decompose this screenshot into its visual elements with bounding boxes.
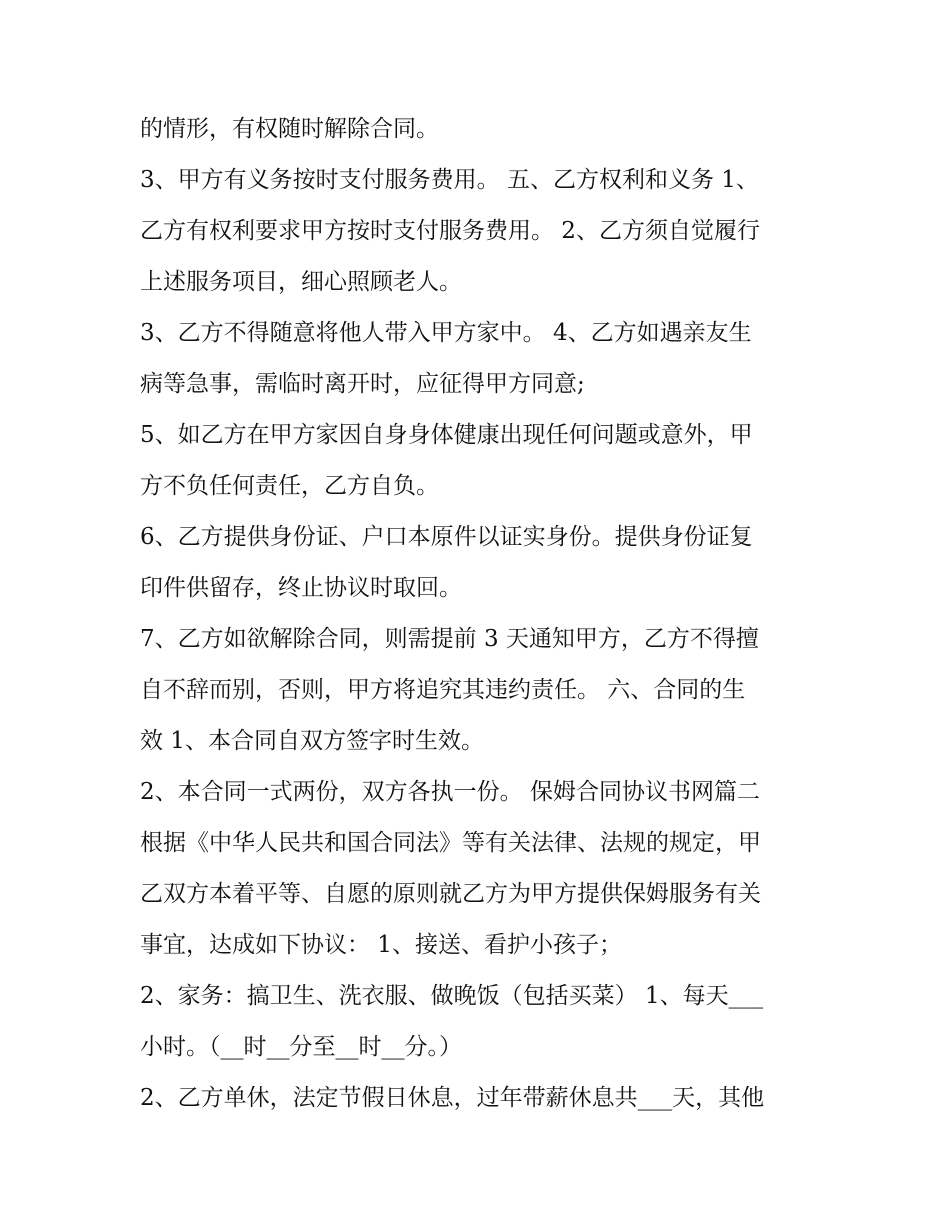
text-line: 上述服务项目，细心照顾老人。 (140, 269, 462, 295)
text-line: 乙方有权利要求甲方按时支付服务费用。 2、乙方须自觉履行 (140, 218, 760, 244)
text-line: 6、乙方提供身份证、户口本原件以证实身份。提供身份证复 (140, 524, 753, 550)
text-line: 2、本合同一式两份，双方各执一份。 保姆合同协议书网篇二 (140, 779, 760, 805)
text-line: 3、甲方有义务按时支付服务费用。 五、乙方权利和义务 1、 (140, 167, 759, 193)
document-body (140, 104, 820, 1124)
text-line: 的情形，有权随时解除合同。 (140, 116, 439, 142)
text-line: 方不负任何责任，乙方自负。 (140, 473, 439, 499)
text-line: 乙双方本着平等、自愿的原则就乙方为甲方提供保姆服务有关 (140, 881, 761, 907)
text-line: 效 1、本合同自双方签字时生效。 (140, 728, 484, 754)
text-line: 事宜，达成如下协议： 1、接送、看护小孩子； (140, 932, 622, 958)
text-line: 7、乙方如欲解除合同，则需提前 3 天通知甲方，乙方不得擅 (140, 626, 759, 652)
text-line: 小时。（__时__分至__时__分。） (140, 1034, 462, 1060)
text-line: 根据《中华人民共和国合同法》等有关法律、法规的规定，甲 (140, 830, 761, 856)
text-line: 5、如乙方在甲方家因自身身体健康出现任何问题或意外，甲 (140, 422, 753, 448)
text-line: 2、乙方单休，法定节假日休息，过年带薪休息共___天，其他 (140, 1085, 765, 1111)
text-line: 印件供留存，终止协议时取回。 (140, 575, 462, 601)
text-line: 病等急事，需临时离开时，应征得甲方同意; (140, 371, 585, 397)
text-line: 3、乙方不得随意将他人带入甲方家中。 4、乙方如遇亲友生 (140, 320, 752, 346)
text-line: 自不辞而别，否则，甲方将追究其违约责任。 六、合同的生 (140, 677, 746, 703)
text-line: 2、家务：搞卫生、洗衣服、做晚饭（包括买菜） 1、每天___ (140, 983, 764, 1009)
